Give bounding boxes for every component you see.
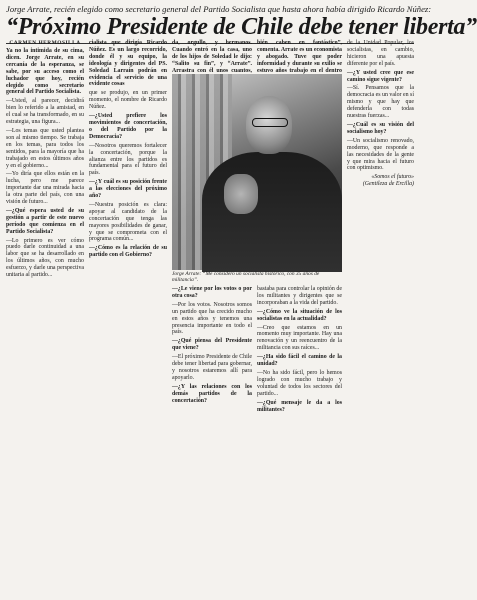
intro-text: cialista que dirigía Ricardo Núñez. Es un largo recorrido, donde él y su equipo, la ideología y dirigentes del PS. Soledad Larraín podrán en evidencia el servicio de una evidente cosas xyxy=(89,40,167,88)
question: —¿Le viene por los votos o por otra cosa? xyxy=(172,286,252,299)
intro-text: da, orgullo, y hermanos. Cuando entró en la casa, uno de los hijos de Soledad le dijo: “Salito su fin”, y “Arrate”. Arrastra con él unos cuantos, xyxy=(172,40,252,74)
glasses xyxy=(252,118,288,127)
jacket xyxy=(202,152,342,272)
photo-caption: Jorge Arrate: “Me considero un socialista histórico, con 35 años de militancia”. xyxy=(172,271,320,283)
question: —¿Y usted cree que ese camino sigue vigente? xyxy=(347,69,414,83)
byline: CARMEN HERMOSILLA xyxy=(9,40,81,46)
column-5 xyxy=(347,40,414,596)
paragraph: —No ha sido fácil, pero lo hemos logrado con mucho trabajo y voluntad de todos los sectores del partido... xyxy=(257,369,342,397)
paragraph: —Sí. Pensamos que la democracia es un valor en sí mismo y que hay que defenderla con todas nuestras fuerzas... xyxy=(347,85,414,120)
question: —¿Cuál es su visión del socialismo hoy? xyxy=(347,121,414,135)
paragraph: —Nosotros queremos fortalecer la concertación, porque la alianza entre los partidos es fundamental para el futuro del país. xyxy=(89,142,167,177)
hand xyxy=(224,174,258,214)
paragraph: —Yo diría que ellos están en la lucha, pero me parece importante dar una mirada hacia la otra parte del país, con una visión de futuro... xyxy=(6,171,84,206)
paragraph: —Lo primero es ver cómo puedo darle continuidad a una labor que se ha desarrollado en los últimos años, con mucho esfuerzo, y darle una perspectiva unitaria al partido... xyxy=(6,237,84,279)
column-2 xyxy=(89,40,167,596)
headline: “Próximo Presidente de Chile debe tener liberta” xyxy=(6,14,477,40)
paragraph: de la Unidad Popular, los socialistas, en cambio, hicieron una apuesta diferente por el país. xyxy=(347,40,414,67)
kicker: Jorge Arrate, recién elegido como secretario general del Partido Socialista que hasta ahora había dirigido Ricardo Núñez: xyxy=(6,4,432,14)
paragraph: —Creo que estamos en un momento muy importante. Hay una renovación y un reencuentro de la militancia con sus raíces... xyxy=(257,324,342,352)
paragraph: —Un socialismo renovado, moderno, que responde a las necesidades de la gente y que mira hacia el futuro con optimismo. xyxy=(347,137,414,172)
question: —¿Ha sido fácil el camino de la unidad? xyxy=(257,354,342,368)
column-3 xyxy=(172,286,252,596)
question: —¿Qué mensaje le da a los militantes? xyxy=(257,399,342,413)
question: —¿Cómo es la relación de su partido con el Gobierno? xyxy=(89,245,167,259)
paragraph: —Por los votos. Nosotros somos un partido que ha crecido mucho en estos años y tenemos una presencia importante en todo el país. xyxy=(172,301,252,336)
column-4-top xyxy=(257,40,342,72)
question: —¿Qué piensa del Presidente que viene? xyxy=(172,338,252,352)
paragraph: —Los temas que usted plantea son al mismo tiempo. Se trabaja en los temas, para todos los sentidos, para la mayoría que ha trabajado en estos últimos años y en el gobierno... xyxy=(6,127,84,169)
question: —¿Y las relaciones con los demás partidos de la concertación? xyxy=(172,383,252,404)
column-1 xyxy=(6,40,84,596)
paragraph: —El próximo Presidente de Chile debe tener libertad para gobernar, y nosotros estaremos allí para apoyarlo. xyxy=(172,354,252,381)
portrait-photo xyxy=(172,74,342,270)
question: —¿Y cuál es su posición frente a las elecciones del próximo año? xyxy=(89,179,167,200)
newspaper-page xyxy=(6,4,477,596)
paragraph: —Usted, al parecer, decidirá bien lo referido a la amistad, en el cual se ha transformado, en su estrategia, una figura... xyxy=(6,98,84,126)
paragraph: que se produjo, en un primer momento, el nombre de Ricardo Núñez. xyxy=(89,90,167,111)
question: —¿Qué espera usted de su gestión a partir de este nuevo período que comienza en el Partido Socialista? xyxy=(6,207,84,235)
question: —¿Usted prefiere los movimientos de concertación, o del Partido por la Democracia? xyxy=(89,113,167,140)
question: —¿Cómo ve la situación de los socialistas en la actualidad? xyxy=(257,308,342,322)
column-3-top xyxy=(172,40,252,72)
source-credit: «Somos el futuro» (Gentileza de Ercilla) xyxy=(362,174,414,188)
intro-text: bién caben en fantástico”, comenta. Arrate es un economista y abogado. Tuve que poder informidad y durante su exilio se estuvo años trabajo en el dentro xyxy=(257,40,342,74)
intro-text: Ya no la intimida de su cima, dicen. Jorge Arrate, en su cercanía de la esperanza, se sabe, por su acceso como el luchador que hoy, recién elegido como secretario general del Partido Socialista. xyxy=(6,48,84,96)
column-4 xyxy=(257,286,342,596)
paragraph: —Nuestra posición es clara: apoyar al candidato de la concertación que tenga las mayores posibilidades de ganar, y que se comprometa con el programa común... xyxy=(89,201,167,243)
paragraph: bastaba para controlar la opinión de los militantes y dirigentes que se incorporaban a la vida del partido. xyxy=(257,286,342,306)
